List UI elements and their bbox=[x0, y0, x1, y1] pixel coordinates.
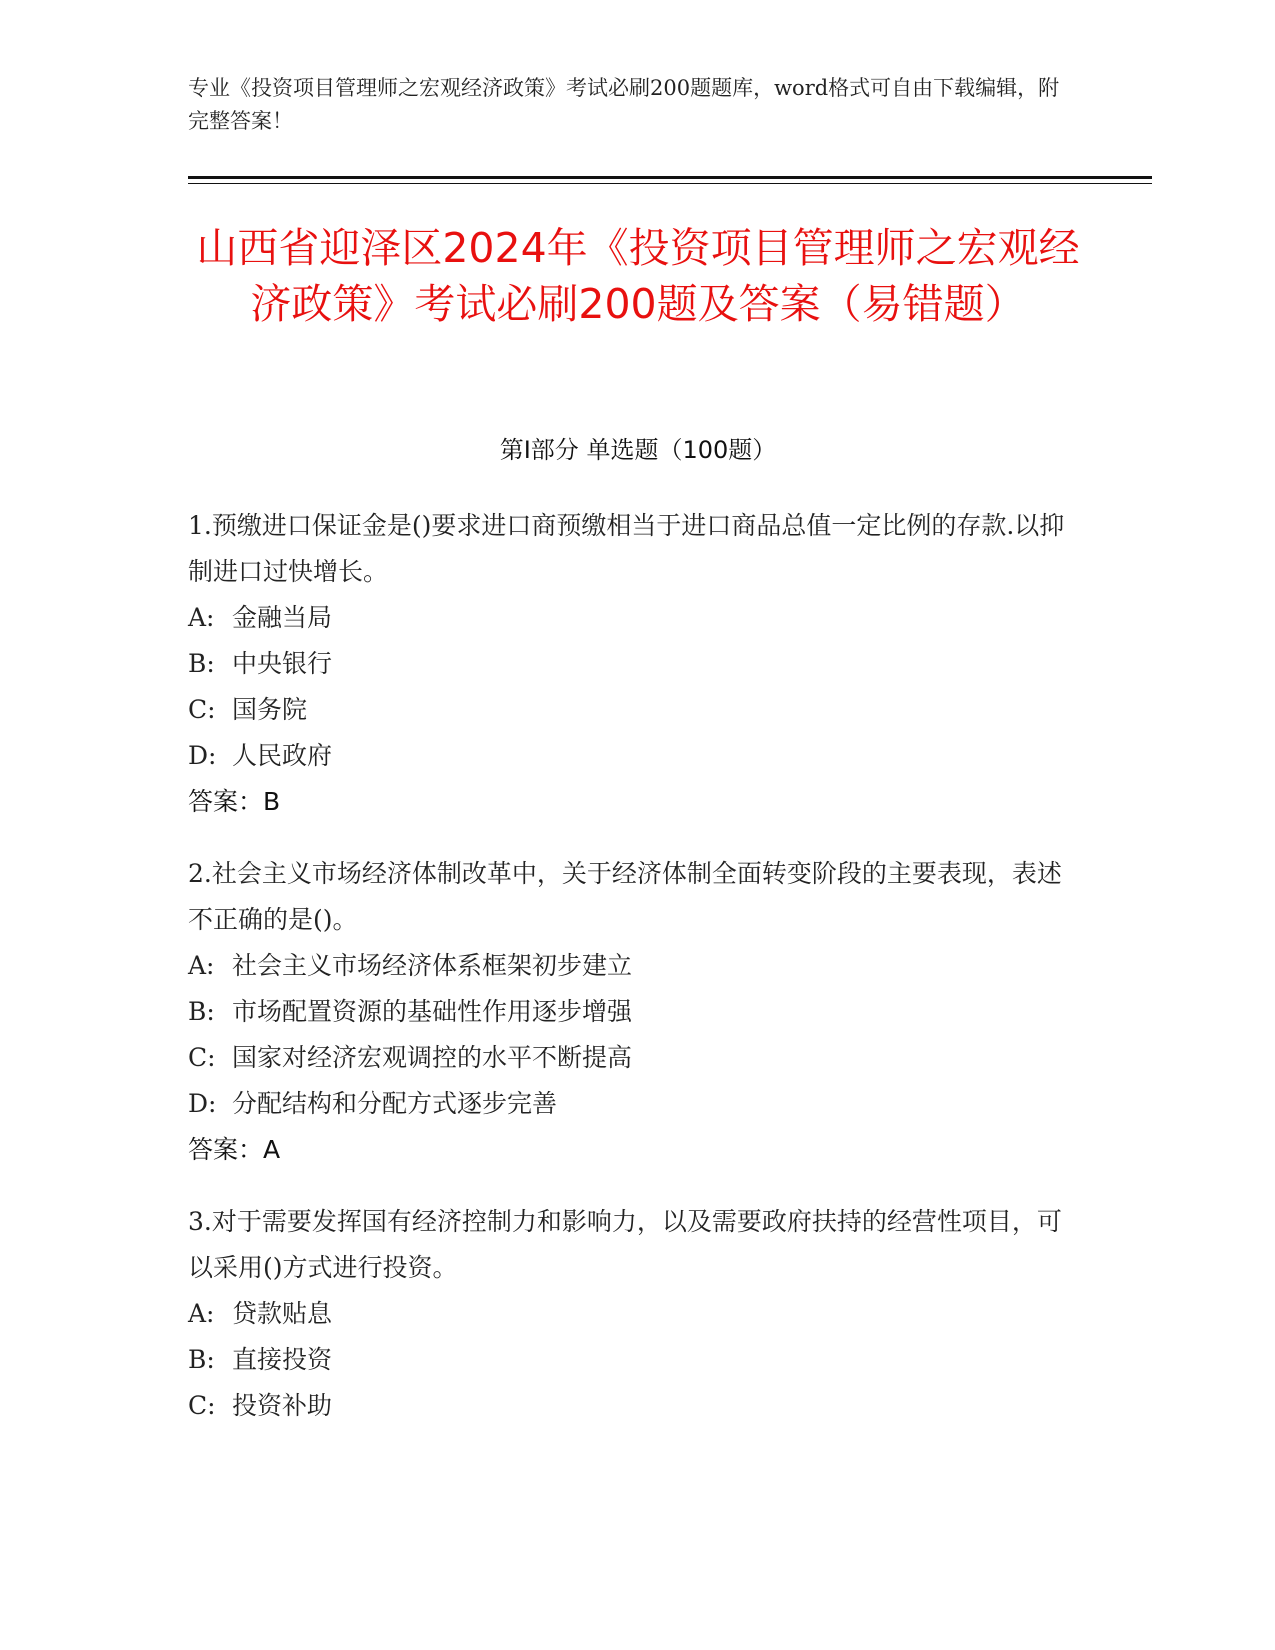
option-text: 国家对经济宏观调控的水平不断提高 bbox=[232, 1043, 633, 1072]
option-text: 社会主义市场经济体系框架初步建立 bbox=[232, 951, 633, 980]
option-letter: C: bbox=[188, 1043, 216, 1072]
option-d bbox=[188, 733, 1068, 779]
header-divider-thick bbox=[188, 176, 1152, 179]
option-letter: C: bbox=[188, 695, 216, 724]
option-letter: D: bbox=[188, 741, 217, 770]
option-letter: B: bbox=[188, 649, 215, 678]
option-text: 人民政府 bbox=[232, 741, 333, 770]
question-stem: 1.预缴进口保证金是()要求进口商预缴相当于进口商品总值一定比例的存款.以抑制进口过快增长。 bbox=[188, 511, 1065, 586]
option-text: 金融当局 bbox=[232, 603, 333, 632]
option-c bbox=[188, 1035, 1068, 1081]
answer-line: 答案：A bbox=[188, 1135, 281, 1164]
option-c bbox=[188, 687, 1068, 733]
option-a bbox=[188, 595, 1068, 641]
option-a bbox=[188, 943, 1068, 989]
section-heading: 第Ⅰ部分 单选题（100题） bbox=[499, 436, 777, 464]
question-1 bbox=[188, 503, 1068, 825]
option-a bbox=[188, 1291, 1068, 1337]
option-letter: A: bbox=[188, 603, 215, 632]
option-text: 贷款贴息 bbox=[232, 1299, 333, 1328]
header-divider-thin bbox=[188, 183, 1152, 184]
option-text: 中央银行 bbox=[232, 649, 333, 678]
option-letter: A: bbox=[188, 951, 215, 980]
option-b bbox=[188, 641, 1068, 687]
option-letter: C: bbox=[188, 1391, 216, 1420]
option-text: 国务院 bbox=[232, 695, 308, 724]
option-c bbox=[188, 1383, 1068, 1429]
option-text: 市场配置资源的基础性作用逐步增强 bbox=[232, 997, 633, 1026]
option-b bbox=[188, 989, 1068, 1035]
document-title: 山西省迎泽区2024年《投资项目管理师之宏观经济政策》考试必刷200题及答案（易错题） bbox=[196, 224, 1080, 328]
option-letter: A: bbox=[188, 1299, 215, 1328]
question-2 bbox=[188, 851, 1068, 1173]
option-text: 直接投资 bbox=[232, 1345, 333, 1374]
option-letter: D: bbox=[188, 1089, 217, 1118]
option-letter: B: bbox=[188, 997, 215, 1026]
question-stem: 3.对于需要发挥国有经济控制力和影响力，以及需要政府扶持的经营性项目，可以采用()方式进行投资。 bbox=[188, 1207, 1062, 1282]
answer-line: 答案：B bbox=[188, 787, 281, 816]
option-letter: B: bbox=[188, 1345, 215, 1374]
option-b bbox=[188, 1337, 1068, 1383]
option-text: 分配结构和分配方式逐步完善 bbox=[232, 1089, 558, 1118]
question-stem: 2.社会主义市场经济体制改革中，关于经济体制全面转变阶段的主要表现，表述不正确的是()。 bbox=[188, 859, 1062, 934]
option-d bbox=[188, 1081, 1068, 1127]
header-note: 专业《投资项目管理师之宏观经济政策》考试必刷200题题库，word格式可自由下载编辑，附完整答案！ bbox=[188, 76, 1060, 133]
question-3 bbox=[188, 1199, 1068, 1429]
option-text: 投资补助 bbox=[232, 1391, 333, 1420]
